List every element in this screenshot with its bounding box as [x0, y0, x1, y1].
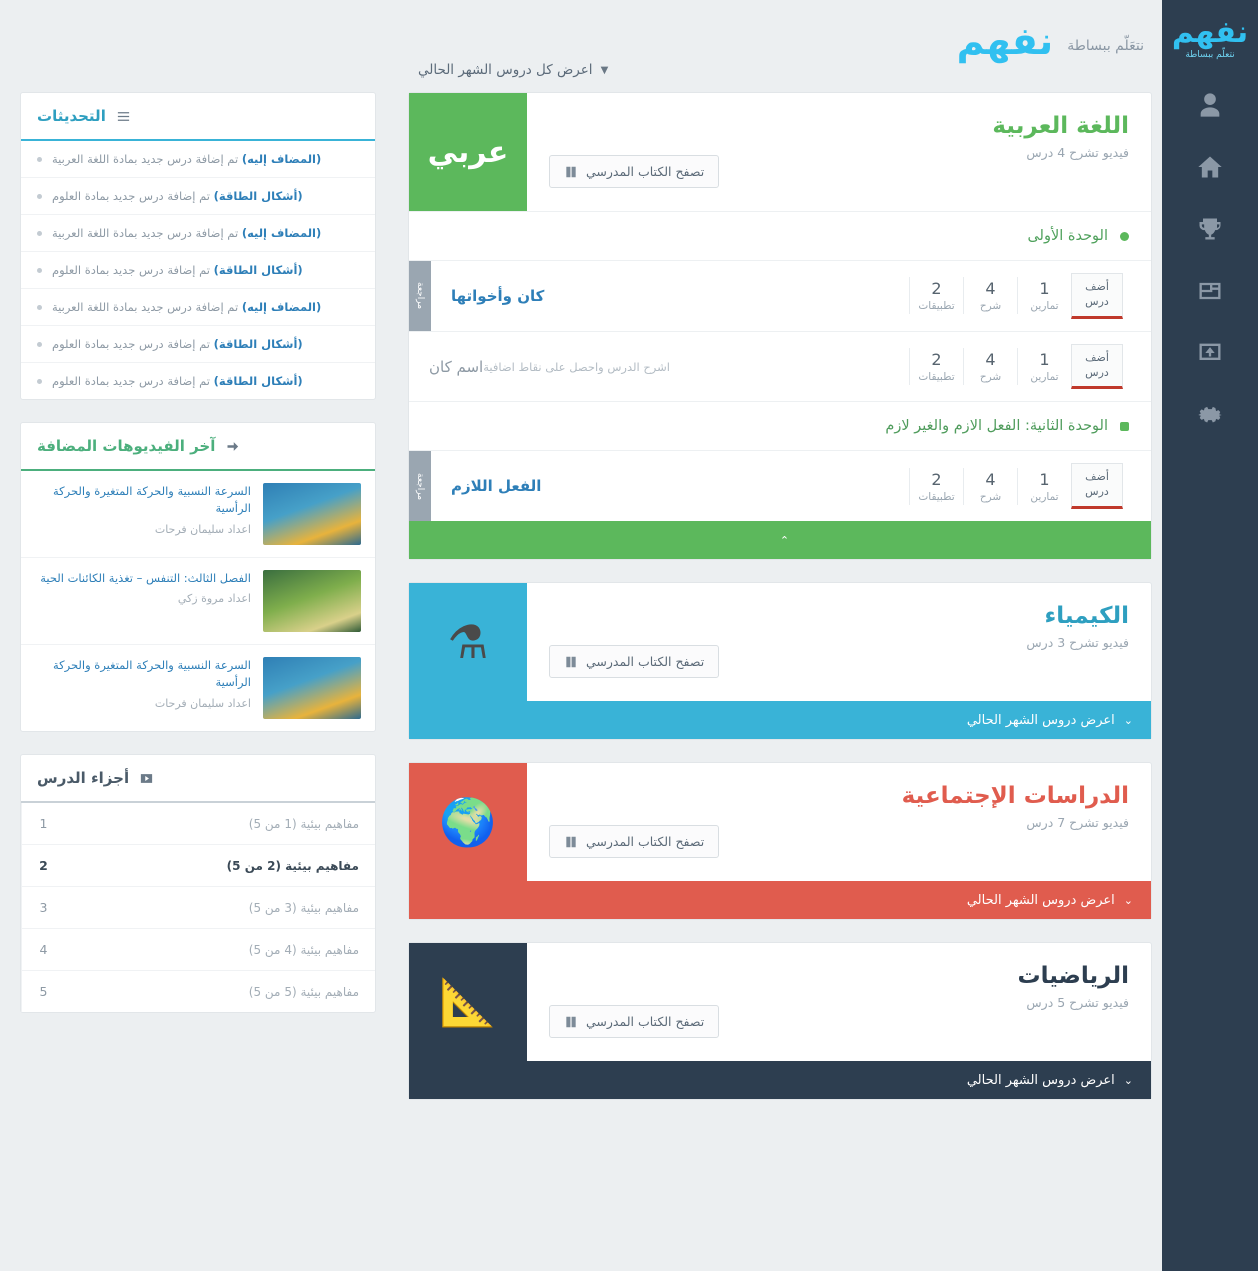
lesson-row: [409, 331, 1151, 402]
subjects-column: [408, 92, 1152, 1122]
add-lesson-button[interactable]: [1071, 273, 1123, 319]
lesson-parts-header: [21, 755, 375, 803]
add-lesson-button[interactable]: [1071, 463, 1123, 509]
stat-label: شرح: [979, 371, 1002, 384]
video-thumbnail[interactable]: [263, 483, 361, 545]
stat-item: [1017, 468, 1071, 505]
stat-item: [1017, 348, 1071, 385]
updates-list: [21, 141, 375, 399]
stat-label: تطبيقات: [918, 490, 955, 503]
add-lesson-label: أضف درس: [1085, 280, 1109, 308]
unit-header[interactable]: [409, 401, 1151, 450]
browse-textbook-label: تصفح الكتاب المدرسي: [586, 654, 705, 670]
lesson-row: [409, 260, 1151, 331]
latest-videos-header: [21, 423, 375, 471]
bullet-icon: [37, 157, 42, 162]
update-text: تم إضافة درس جديد بمادة اللغة العربية: [52, 152, 239, 166]
rail-logo-sub: نتعلّم ببساطة: [1185, 50, 1235, 60]
flask-icon: ⚗: [447, 615, 489, 670]
news-icon[interactable]: [1162, 260, 1258, 322]
ruler-icon: 📐: [439, 975, 497, 1030]
unit-title: الوحدة الثانية: الفعل الازم والغير لازم: [885, 418, 1108, 435]
lesson-stats: [909, 468, 1071, 505]
update-text: تم إضافة درس جديد بمادة العلوم: [52, 374, 210, 388]
part-label: مفاهيم بيئية (1 من 5): [248, 816, 359, 831]
stat-item: [963, 468, 1017, 505]
stat-item: [963, 277, 1017, 314]
browse-textbook-button[interactable]: [549, 1005, 719, 1038]
show-month-lessons-bar[interactable]: [409, 1061, 1151, 1099]
video-author: اعداد سليمان فرحات: [154, 522, 251, 536]
video-thumbnail[interactable]: [263, 570, 361, 632]
unit-header[interactable]: [409, 211, 1151, 260]
update-link[interactable]: (أشكال الطاقة): [213, 189, 303, 203]
list-item[interactable]: [21, 178, 375, 215]
browse-textbook-label: تصفح الكتاب المدرسي: [586, 834, 705, 850]
show-month-lessons-label: اعرض دروس الشهر الحالي: [966, 712, 1115, 728]
updates-widget: [20, 92, 376, 400]
browse-textbook-button[interactable]: [549, 825, 719, 858]
browse-textbook-label: تصفح الكتاب المدرسي: [586, 164, 705, 179]
list-item[interactable]: [21, 289, 375, 326]
book-icon: [564, 655, 578, 669]
stat-item: [909, 277, 963, 314]
subject-meta: فيديو تشرح 3 درس: [1026, 635, 1129, 651]
sidebar: [20, 92, 376, 1122]
bullet-icon: [37, 268, 42, 273]
latest-videos-title: آخر الفيديوهات المضافة: [37, 437, 216, 455]
latest-videos-widget: [20, 422, 376, 732]
video-title[interactable]: الفصل الثالث: التنفس – تغذية الكائنات الحية: [40, 571, 251, 585]
part-label: مفاهيم بيئية (3 من 5): [248, 900, 359, 915]
stat-label: تمارين: [1030, 371, 1059, 384]
stat-label: تطبيقات: [918, 300, 955, 313]
part-number: 5: [21, 971, 65, 1012]
upload-icon[interactable]: [1162, 322, 1258, 384]
brand-mark: نفهم: [956, 19, 1054, 63]
list-item[interactable]: [21, 252, 375, 289]
update-text: تم إضافة درس جديد بمادة العلوم: [52, 189, 210, 203]
chevron-down-icon: ⌄: [1123, 1073, 1133, 1087]
add-lesson-label: أضف درس: [1085, 350, 1109, 379]
update-link[interactable]: (أشكال الطاقة): [213, 263, 303, 277]
subject-title: الدراسات الإجتماعية: [901, 783, 1129, 810]
lesson-title[interactable]: الفعل اللازم: [451, 477, 542, 496]
subject-thumb-glyph: عربي: [427, 134, 509, 170]
stat-number: 4: [985, 279, 996, 299]
top-bar: [0, 0, 1162, 92]
update-link[interactable]: (المضاف إليه): [241, 226, 322, 240]
update-link[interactable]: (أشكال الطاقة): [213, 374, 303, 388]
book-icon: [564, 165, 578, 179]
stat-number: 1: [1039, 350, 1050, 370]
video-title[interactable]: السرعة النسبية والحركة المتغيرة والحركة الرأسية: [52, 658, 251, 690]
arrow-icon: [225, 439, 240, 454]
globe-icon: 🌍: [439, 795, 497, 850]
update-link[interactable]: (أشكال الطاقة): [213, 337, 303, 351]
part-number: 4: [21, 929, 65, 970]
add-lesson-button[interactable]: [1071, 344, 1123, 390]
rail-logo: [1171, 15, 1249, 60]
part-label: مفاهيم بيئية (4 من 5): [248, 942, 359, 957]
book-icon: [564, 835, 578, 849]
list-item[interactable]: [21, 645, 375, 731]
update-text: تم إضافة درس جديد بمادة العلوم: [52, 337, 210, 351]
play-icon: [139, 771, 154, 786]
brand-tagline: نتعَلّم ببساطة: [1067, 38, 1144, 54]
lesson-stats: [909, 348, 1071, 385]
collapse-subject-bar[interactable]: [409, 521, 1151, 559]
stat-item: [1017, 277, 1071, 314]
subject-thumbnail: [409, 583, 527, 701]
lesson-row: [409, 450, 1151, 521]
show-month-lessons-label: اعرض دروس الشهر الحالي: [966, 892, 1115, 908]
user-icon[interactable]: [1162, 74, 1258, 136]
lesson-hint: اشرح الدرس واحصل على نقاط اضافية: [483, 359, 670, 374]
list-item[interactable]: [21, 471, 375, 558]
rail-logo-text: نفهم: [1171, 15, 1249, 50]
update-link[interactable]: (المضاف إليه): [241, 300, 322, 314]
subject-thumbnail: [409, 763, 527, 881]
browse-textbook-button[interactable]: [549, 155, 719, 188]
updates-widget-title: التحديثات: [37, 107, 106, 125]
stat-number: 1: [1039, 279, 1050, 299]
unit-title: الوحدة الأولى: [1027, 228, 1108, 244]
lesson-side-tab[interactable]: مراجعة: [409, 451, 431, 521]
show-month-lessons-bar[interactable]: [409, 881, 1151, 919]
subject-title: الكيمياء: [1044, 603, 1129, 630]
icon-rail: [1162, 0, 1258, 1271]
browse-textbook-label: تصفح الكتاب المدرسي: [586, 1014, 705, 1030]
part-label: مفاهيم بيئية (2 من 5): [226, 858, 359, 873]
part-number: 1: [21, 803, 65, 844]
trophy-icon[interactable]: [1162, 198, 1258, 260]
browse-textbook-button[interactable]: [549, 645, 719, 678]
chevron-down-icon: ⌄: [1123, 893, 1133, 907]
list-item[interactable]: [21, 363, 375, 399]
stat-number: 2: [931, 279, 942, 299]
home-icon[interactable]: [1162, 136, 1258, 198]
stat-item: [909, 348, 963, 385]
stat-label: تمارين: [1030, 490, 1059, 503]
update-text: تم إضافة درس جديد بمادة العلوم: [52, 263, 210, 277]
lesson-side-tab[interactable]: مراجعة: [409, 261, 431, 331]
subject-card: [408, 942, 1152, 1100]
list-item[interactable]: [21, 803, 375, 845]
bullet-icon: [37, 194, 42, 199]
subject-title: الرياضيات: [1017, 963, 1129, 990]
subject-header: [409, 93, 1151, 211]
subject-thumbnail: [409, 943, 527, 1061]
chevron-down-icon: ▼: [600, 64, 609, 76]
show-month-lessons-label: اعرض دروس الشهر الحالي: [966, 1072, 1115, 1088]
stat-number: 4: [985, 350, 996, 370]
list-item[interactable]: [21, 845, 375, 887]
stat-number: 2: [931, 469, 942, 489]
list-item[interactable]: [21, 326, 375, 363]
lesson-stats: [909, 277, 1071, 314]
stat-label: تمارين: [1030, 300, 1059, 313]
chevron-down-icon: ⌄: [1123, 713, 1133, 727]
list-icon: [116, 109, 131, 124]
book-icon: [564, 1015, 578, 1029]
subject-meta: فيديو تشرح 4 درس: [1026, 145, 1129, 160]
show-month-lessons-bar[interactable]: [409, 701, 1151, 739]
stat-item: [909, 468, 963, 505]
bullet-icon: [37, 231, 42, 236]
bullet-icon: [37, 342, 42, 347]
subject-title: اللغة العربية: [992, 113, 1129, 139]
stat-item: [963, 348, 1017, 385]
lesson-parts-title: أجزاء الدرس: [37, 769, 130, 787]
stat-number: 1: [1039, 469, 1050, 489]
video-author: اعداد سليمان فرحات: [154, 696, 251, 710]
lesson-parts-widget: [20, 754, 376, 1013]
list-item[interactable]: [21, 887, 375, 929]
update-text: تم إضافة درس جديد بمادة اللغة العربية: [52, 226, 239, 240]
list-item[interactable]: [21, 929, 375, 971]
lesson-title[interactable]: اسم كان: [429, 357, 484, 376]
unit-marker-icon: [1120, 422, 1129, 431]
unit-marker-icon: [1120, 232, 1129, 241]
subject-meta: فيديو تشرح 5 درس: [1026, 995, 1129, 1011]
gear-icon[interactable]: [1162, 384, 1258, 446]
chevron-up-icon: ⌃: [779, 533, 790, 547]
show-month-lessons-label: اعرض كل دروس الشهر الحالي: [418, 62, 593, 78]
list-item[interactable]: [21, 558, 375, 645]
stat-number: 4: [985, 469, 996, 489]
video-author: اعداد مروة زكي: [177, 592, 251, 606]
subject-card: [408, 92, 1152, 560]
video-thumbnail[interactable]: [263, 657, 361, 719]
video-title[interactable]: السرعة النسبية والحركة المتغيرة والحركة الرأسية: [52, 484, 251, 516]
subject-meta: فيديو تشرح 7 درس: [1026, 815, 1129, 831]
list-item[interactable]: [21, 215, 375, 252]
subject-card: [408, 762, 1152, 920]
list-item[interactable]: [21, 141, 375, 178]
brand: [956, 19, 1144, 63]
subject-thumbnail: [409, 93, 527, 211]
lesson-title[interactable]: كان وأخواتها: [451, 286, 545, 305]
bullet-icon: [37, 379, 42, 384]
stat-label: شرح: [979, 300, 1002, 313]
list-item[interactable]: [21, 971, 375, 1012]
update-link[interactable]: (المضاف إليه): [241, 152, 322, 166]
part-label: مفاهيم بيئية (5 من 5): [248, 984, 359, 999]
stat-number: 2: [931, 350, 942, 370]
part-number: 3: [21, 887, 65, 928]
show-month-lessons-button[interactable]: [418, 62, 608, 78]
update-text: تم إضافة درس جديد بمادة اللغة العربية: [52, 300, 239, 314]
bullet-icon: [37, 305, 42, 310]
stat-label: شرح: [979, 490, 1002, 503]
stat-label: تطبيقات: [918, 371, 955, 384]
subject-card: [408, 582, 1152, 740]
updates-widget-header: [21, 93, 375, 141]
part-number: 2: [21, 845, 65, 886]
add-lesson-label: أضف درس: [1085, 470, 1109, 499]
